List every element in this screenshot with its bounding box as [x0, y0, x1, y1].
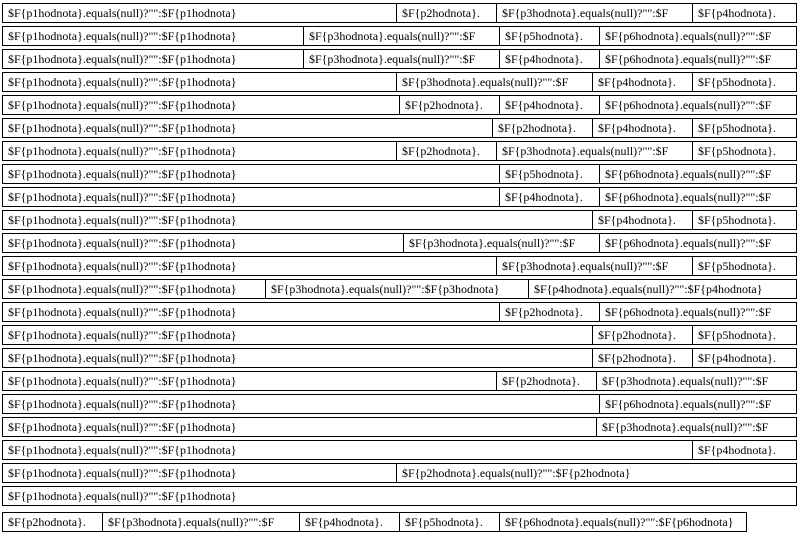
field-cell: $F{p6hodnota}.equals(null)?"":$F — [599, 187, 797, 207]
field-cell: $F{p3hodnota}.equals(null)?"":$F — [303, 49, 500, 69]
field-cell: $F{p4hodnota}. — [692, 440, 797, 460]
field-cell: $F{p2hodnota}. — [399, 95, 500, 115]
field-cell: $F{p1hodnota}.equals(null)?"":$F{p1hodnota} — [2, 118, 493, 138]
field-cell: $F{p2hodnota}. — [2, 512, 103, 532]
table-row — [2, 49, 797, 69]
field-cell: $F{p5hodnota}. — [692, 72, 797, 92]
field-cell: $F{p6hodnota}.equals(null)?"":$F{p6hodnota} — [499, 512, 747, 532]
field-cell: $F{p3hodnota}.equals(null)?"":$F — [303, 26, 500, 46]
field-cell: $F{p4hodnota}. — [592, 210, 693, 230]
field-cell: $F{p6hodnota}.equals(null)?"":$F — [599, 394, 797, 414]
field-cell: $F{p2hodnota}. — [592, 325, 693, 345]
field-cell: $F{p1hodnota}.equals(null)?"":$F{p1hodnota} — [2, 463, 397, 483]
table-row — [2, 164, 797, 184]
field-cell: $F{p2hodnota}. — [496, 371, 597, 391]
field-cell: $F{p2hodnota}. — [492, 118, 593, 138]
field-cell: $F{p3hodnota}.equals(null)?"":$F — [496, 3, 693, 23]
field-cell: $F{p3hodnota}.equals(null)?"":$F — [396, 72, 593, 92]
field-cell: $F{p4hodnota}. — [592, 118, 693, 138]
field-cell: $F{p1hodnota}.equals(null)?"":$F{p1hodnota} — [2, 486, 797, 506]
table-row — [2, 371, 797, 391]
field-cell: $F{p1hodnota}.equals(null)?"":$F{p1hodnota} — [2, 26, 304, 46]
field-cell: $F{p3hodnota}.equals(null)?"":$F — [102, 512, 300, 532]
table-row — [2, 394, 797, 414]
field-cell: $F{p1hodnota}.equals(null)?"":$F{p1hodnota} — [2, 302, 500, 322]
field-cell: $F{p2hodnota}. — [396, 141, 497, 161]
field-cell: $F{p6hodnota}.equals(null)?"":$F — [599, 26, 797, 46]
field-cell: $F{p1hodnota}.equals(null)?"":$F{p1hodnota} — [2, 49, 304, 69]
table-row — [2, 348, 797, 368]
field-cell: $F{p1hodnota}.equals(null)?"":$F{p1hodnota} — [2, 233, 404, 253]
field-cell: $F{p1hodnota}.equals(null)?"":$F{p1hodnota} — [2, 279, 266, 299]
field-cell: $F{p3hodnota}.equals(null)?"":$F — [596, 417, 797, 437]
field-cell: $F{p1hodnota}.equals(null)?"":$F{p1hodnota} — [2, 164, 500, 184]
field-cell: $F{p5hodnota}. — [692, 210, 797, 230]
field-cell: $F{p1hodnota}.equals(null)?"":$F{p1hodnota} — [2, 325, 593, 345]
field-cell: $F{p5hodnota}. — [399, 512, 500, 532]
table-row — [2, 187, 797, 207]
field-cell: $F{p4hodnota}. — [692, 3, 797, 23]
field-cell: $F{p4hodnota}. — [499, 49, 600, 69]
field-cell: $F{p2hodnota}. — [396, 3, 497, 23]
table-row — [2, 141, 797, 161]
table-row — [2, 95, 797, 115]
field-cell: $F{p2hodnota}. — [499, 302, 600, 322]
field-cell: $F{p4hodnota}. — [299, 512, 400, 532]
field-cell: $F{p5hodnota}. — [692, 256, 797, 276]
field-cell: $F{p1hodnota}.equals(null)?"":$F{p1hodnota} — [2, 394, 600, 414]
field-cell: $F{p2hodnota}. — [592, 348, 693, 368]
field-cell: $F{p1hodnota}.equals(null)?"":$F{p1hodnota} — [2, 141, 397, 161]
field-cell: $F{p1hodnota}.equals(null)?"":$F{p1hodnota} — [2, 187, 500, 207]
field-cell: $F{p2hodnota}.equals(null)?"":$F{p2hodnota} — [396, 463, 797, 483]
table-row — [2, 26, 797, 46]
field-cell: $F{p1hodnota}.equals(null)?"":$F{p1hodnota} — [2, 256, 497, 276]
field-cell: $F{p5hodnota}. — [692, 118, 797, 138]
table-row — [2, 440, 797, 460]
table-row — [2, 210, 797, 230]
table-row — [2, 302, 797, 322]
field-cell: $F{p6hodnota}.equals(null)?"":$F — [599, 302, 797, 322]
field-cell: $F{p1hodnota}.equals(null)?"":$F{p1hodnota} — [2, 95, 400, 115]
field-cell: $F{p1hodnota}.equals(null)?"":$F{p1hodnota} — [2, 440, 693, 460]
table-row — [2, 256, 797, 276]
field-cell: $F{p4hodnota}. — [692, 348, 797, 368]
field-cell: $F{p5hodnota}. — [692, 325, 797, 345]
table-row — [2, 486, 797, 506]
table-row — [2, 72, 797, 92]
field-cell: $F{p4hodnota}. — [499, 95, 600, 115]
field-cell: $F{p1hodnota}.equals(null)?"":$F{p1hodnota} — [2, 417, 597, 437]
field-cell: $F{p4hodnota}. — [592, 72, 693, 92]
field-cell: $F{p5hodnota}. — [692, 141, 797, 161]
field-cell: $F{p1hodnota}.equals(null)?"":$F{p1hodnota} — [2, 348, 593, 368]
table-row — [2, 512, 797, 532]
field-cell: $F{p6hodnota}.equals(null)?"":$F — [599, 164, 797, 184]
table-row — [2, 3, 797, 23]
field-cell: $F{p5hodnota}. — [499, 26, 600, 46]
field-cell: $F{p3hodnota}.equals(null)?"":$F — [496, 256, 693, 276]
field-cell: $F{p3hodnota}.equals(null)?"":$F — [403, 233, 600, 253]
field-cell: $F{p6hodnota}.equals(null)?"":$F — [599, 95, 797, 115]
field-cell: $F{p5hodnota}. — [499, 164, 600, 184]
field-cell: $F{p6hodnota}.equals(null)?"":$F — [599, 233, 797, 253]
table-row — [2, 118, 797, 138]
field-cell: $F{p4hodnota}.equals(null)?"":$F{p4hodnota} — [528, 279, 797, 299]
field-cell: $F{p3hodnota}.equals(null)?"":$F — [496, 141, 693, 161]
field-cell: $F{p1hodnota}.equals(null)?"":$F{p1hodnota} — [2, 371, 497, 391]
field-cell: $F{p6hodnota}.equals(null)?"":$F — [599, 49, 797, 69]
field-cell: $F{p4hodnota}. — [499, 187, 600, 207]
field-cell: $F{p1hodnota}.equals(null)?"":$F{p1hodnota} — [2, 210, 593, 230]
table-row — [2, 279, 797, 299]
table-row — [2, 233, 797, 253]
table-row — [2, 325, 797, 345]
table-row — [2, 463, 797, 483]
field-cell: $F{p1hodnota}.equals(null)?"":$F{p1hodnota} — [2, 3, 397, 23]
table-row — [2, 417, 797, 437]
field-cell: $F{p3hodnota}.equals(null)?"":$F — [596, 371, 797, 391]
field-cell: $F{p3hodnota}.equals(null)?"":$F{p3hodnota} — [265, 279, 529, 299]
field-cell: $F{p1hodnota}.equals(null)?"":$F{p1hodnota} — [2, 72, 397, 92]
